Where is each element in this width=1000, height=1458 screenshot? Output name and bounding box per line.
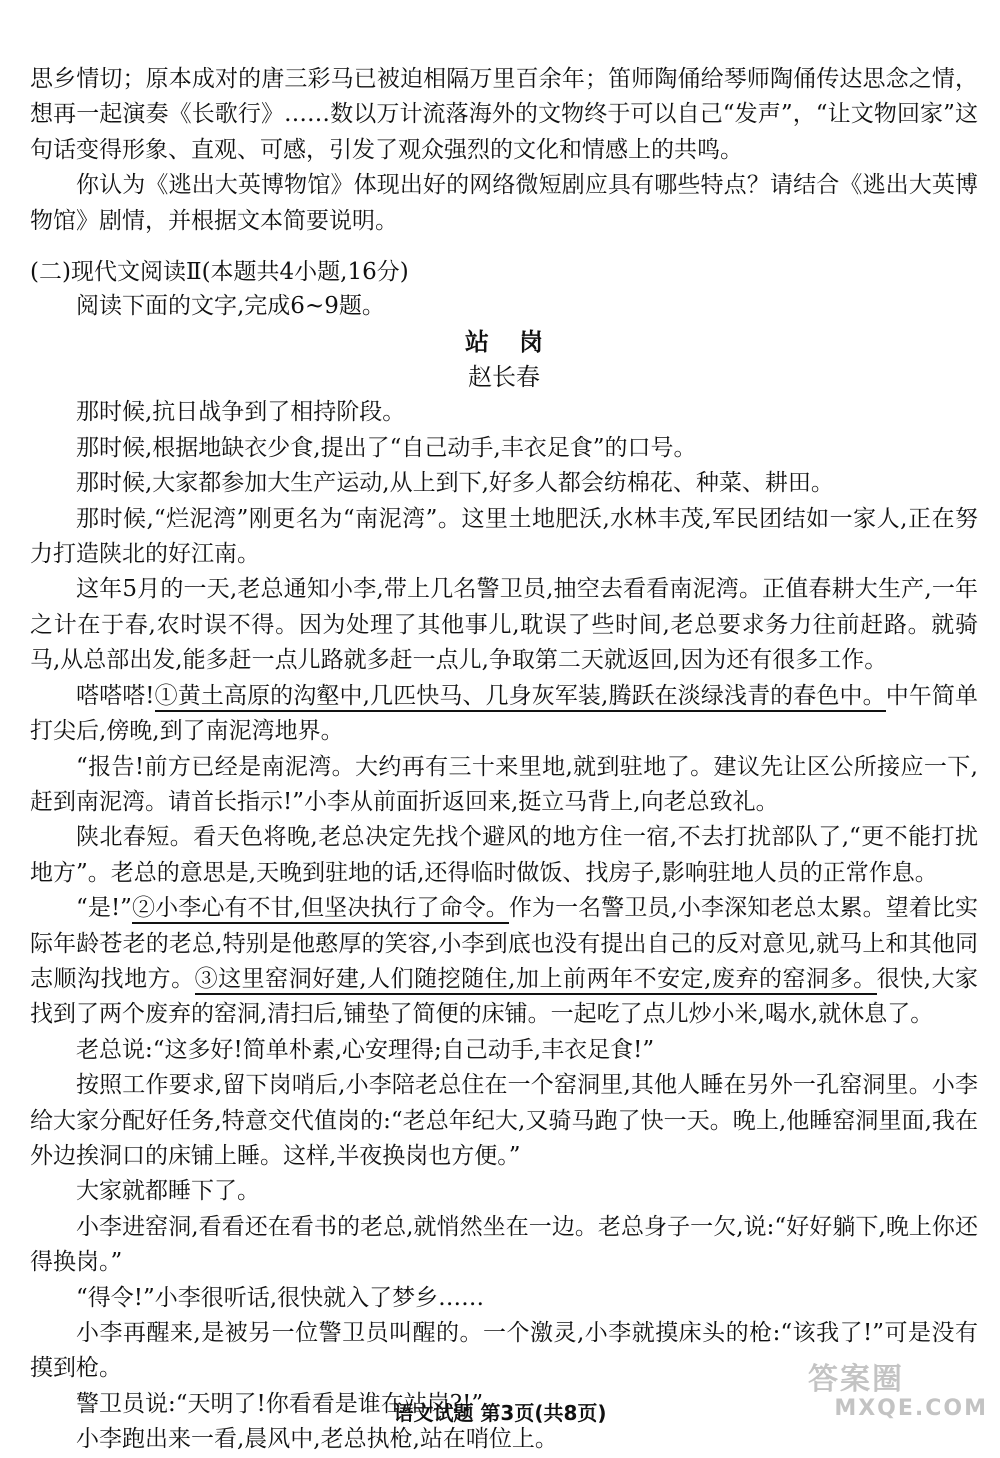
story-paragraph-7: “报告!前方已经是南泥湾。大约再有三十来里地,就到驻地了。建议先让区公所接应一下,赶到南泥湾。请首长指示!”小李从前面折返回来,挺立马背上,向老总致礼。 [30,753,978,815]
story-paragraph-13: 小李进窑洞,看看还在看书的老总,就悄然坐在一边。老总身子一欠,说:“好好躺下,晚上你还得换岗。” [30,1213,978,1276]
watermark-bottom-text: MXQE.COM [834,1396,988,1421]
p9-middle: 作为一名警卫员,小李深知老总太累。望着比实际年龄苍老的老总,特别是他憨厚的笑容,小李到底也没有提出自己的反对意见,就马上和其他同志顺沟找地方。 [30,895,979,992]
story-paragraph-12: 大家就都睡下了。 [76,1178,260,1205]
story-paragraph-10: 老总说:“这多好!简单朴素,心安理得;自己动手,丰衣足食!” [76,1036,655,1063]
story-paragraph-15: 小李再醒来,是被另一位警卫员叫醒的。一个激灵,小李就摸床头的枪:“该我了!”可是没有摸到枪。 [30,1320,978,1382]
watermark-top-text: 答案圈 [808,1362,904,1397]
underlined-sentence-3: ③这里窑洞好建,人们随挖随住,加上前两年不安定,废弃的窑洞多。 [195,966,877,995]
underlined-sentence-1: ①黄土高原的沟壑中,几匹快马、几身灰军装,腾跃在淡绿浅青的春色中。 [155,683,886,712]
page-footer: 语文试题 第3页(共8页) [393,1401,607,1425]
p6-start: 嗒嗒嗒! [76,682,155,709]
story-paragraph-9 [30,891,978,1033]
underlined-sentence-2: ②小李心有不甘,但坚决执行了命令。 [132,895,509,924]
story-paragraph-5: 这年5月的一天,老总通知小李,带上几名警卫员,抽空去看看南泥湾。正值春耕大生产,一年之计在于春,农时误不得。因为处理了其他事儿,耽误了些时间,老总要求务力往前赶路。就骑马,从总部出发,能多赶一点儿路就多赶一点儿,争取第二天就返回,因为还有很多工作。 [30,576,978,674]
story-paragraph-11: 按照工作要求,留下岗哨后,小李陪老总住在一个窑洞里,其他人睡在另外一孔窑洞里。小李给大家分配好任务,特意交代值岗的:“老总年纪大,又骑马跑了快一天。晚上,他睡窑洞里面,我在外边挨洞口的床铺上睡。这样,半夜换岗也方便。” [30,1072,978,1169]
intro-paragraph-1: 思乡情切；原本成对的唐三彩马已被迫相隔万里百余年；笛师陶俑给琴师陶俑传达思念之情，想再一起演奏《长歌行》……数以万计流落海外的文物终于可以自己“发声”，“让文物回家”这句话变得形象、直观、可感，引发了观众强烈的文化和情感上的共鸣。 [30,66,978,163]
story-paragraph-2: 那时候,根据地缺衣少食,提出了“自己动手,丰衣足食”的口号。 [76,434,697,461]
section-heading: (二)现代文阅读Ⅱ(本题共4小题,16分) [30,259,409,286]
story-paragraph-4: 那时候,“烂泥湾”刚更名为“南泥湾”。这里土地肥沃,水林丰茂,军民团结如一家人,正在努力打造陕北的好江南。 [30,505,978,568]
story-paragraph-1: 那时候,抗日战争到了相持阶段。 [76,399,406,426]
story-paragraph-16: 警卫员说:“天明了!你看看是谁在站岗?!” [76,1390,484,1417]
story-paragraph-6 [30,679,978,750]
watermark-logo [808,1364,988,1426]
p9-end: 很快,大家找到了两个废弃的窑洞,清扫后,铺垫了简便的床铺。一起吃了点儿炒小米,喝水,就休息了。 [30,965,979,1028]
story-paragraph-14: “得令!”小李很听话,很快就入了梦乡…… [76,1284,485,1311]
p9-start: “是!” [76,895,132,922]
story-author: 赵长春 [468,363,540,392]
story-title: 站岗 [465,327,573,357]
intro-question: 你认为《逃出大英博物馆》体现出好的网络微短剧应具有哪些特点？请结合《逃出大英博物馆》剧情，并根据文本简要说明。 [30,172,978,234]
story-paragraph-17: 小李跑出来一看,晨风中,老总执枪,站在哨位上。 [76,1426,558,1453]
exam-page-body [30,62,978,1458]
story-paragraph-3: 那时候,大家都参加大生产运动,从上到下,好多人都会纺棉花、种菜、耕田。 [76,470,834,497]
story-paragraph-8: 陕北春短。看天色将晚,老总决定先找个避风的地方住一宿,不去打扰部队了,“更不能打扰地方”。老总的意思是,天晚到驻地的话,还得临时做饭、找房子,影响驻地人员的正常作息。 [30,824,978,886]
p6-end: 中午简单打尖后,傍晚,到了南泥湾地界。 [30,682,979,745]
section-instruction: 阅读下面的文字,完成6~9题。 [76,293,385,320]
